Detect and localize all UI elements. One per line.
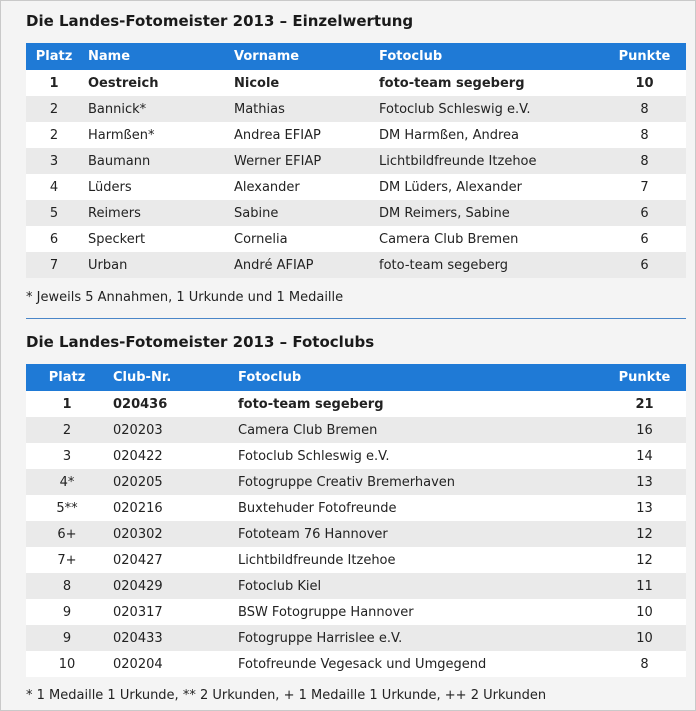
cell-fotoclub: Lichtbildfreunde Itzehoe	[233, 547, 603, 573]
cell-name: Reimers	[82, 200, 228, 226]
cell-platz: 6+	[26, 521, 108, 547]
table-row	[26, 122, 686, 148]
cell-platz: 3	[26, 148, 82, 174]
cell-name: Harmßen*	[82, 122, 228, 148]
cell-fotoclub: Fotoclub Schleswig e.V.	[233, 443, 603, 469]
cell-platz: 9	[26, 625, 108, 651]
cell-punkte: 10	[603, 70, 686, 96]
cell-punkte: 8	[603, 96, 686, 122]
cell-vorname: Alexander	[228, 174, 373, 200]
cell-platz: 5**	[26, 495, 108, 521]
cell-platz: 1	[26, 391, 108, 417]
cell-punkte: 8	[603, 122, 686, 148]
cell-fotoclub: foto-team segeberg	[233, 391, 603, 417]
table-row	[26, 174, 686, 200]
cell-name: Bannick*	[82, 96, 228, 122]
section-title-fotoclubs: Die Landes-Fotomeister 2013 – Fotoclubs	[26, 333, 375, 351]
header-club-nr: Club-Nr.	[108, 364, 233, 391]
cell-club-nr: 020317	[108, 599, 233, 625]
cell-fotoclub: Fototeam 76 Hannover	[233, 521, 603, 547]
cell-fotoclub: Fotoclub Kiel	[233, 573, 603, 599]
header-platz: Platz	[26, 43, 82, 70]
cell-fotoclub: Buxtehuder Fotofreunde	[233, 495, 603, 521]
table-row	[26, 148, 686, 174]
cell-platz: 6	[26, 226, 82, 252]
cell-platz: 2	[26, 122, 82, 148]
cell-club-nr: 020203	[108, 417, 233, 443]
cell-fotoclub: DM Lüders, Alexander	[373, 174, 603, 200]
cell-fotoclub: Camera Club Bremen	[373, 226, 603, 252]
table-row	[26, 200, 686, 226]
table-header-row	[26, 364, 686, 391]
cell-platz: 1	[26, 70, 82, 96]
cell-fotoclub: BSW Fotogruppe Hannover	[233, 599, 603, 625]
cell-vorname: Andrea EFIAP	[228, 122, 373, 148]
cell-vorname: Cornelia	[228, 226, 373, 252]
cell-punkte: 13	[603, 495, 686, 521]
cell-vorname: Mathias	[228, 96, 373, 122]
cell-punkte: 12	[603, 521, 686, 547]
cell-platz: 9	[26, 599, 108, 625]
cell-platz: 4	[26, 174, 82, 200]
table-header-row	[26, 43, 686, 70]
cell-club-nr: 020422	[108, 443, 233, 469]
table-row	[26, 417, 686, 443]
header-punkte: Punkte	[603, 43, 686, 70]
header-vorname: Vorname	[228, 43, 373, 70]
cell-punkte: 21	[603, 391, 686, 417]
cell-punkte: 10	[603, 599, 686, 625]
table-row	[26, 495, 686, 521]
cell-club-nr: 020302	[108, 521, 233, 547]
cell-punkte: 10	[603, 625, 686, 651]
table-row	[26, 625, 686, 651]
fotoclubs-table	[26, 364, 686, 677]
table-row	[26, 252, 686, 278]
cell-platz: 4*	[26, 469, 108, 495]
cell-platz: 8	[26, 573, 108, 599]
cell-platz: 2	[26, 417, 108, 443]
table-row	[26, 521, 686, 547]
cell-punkte: 11	[603, 573, 686, 599]
cell-fotoclub: Fotofreunde Vegesack und Umgegend	[233, 651, 603, 677]
cell-club-nr: 020429	[108, 573, 233, 599]
cell-platz: 3	[26, 443, 108, 469]
cell-vorname: André AFIAP	[228, 252, 373, 278]
cell-name: Speckert	[82, 226, 228, 252]
cell-fotoclub: Lichtbildfreunde Itzehoe	[373, 148, 603, 174]
cell-name: Lüders	[82, 174, 228, 200]
cell-fotoclub: Camera Club Bremen	[233, 417, 603, 443]
header-fotoclub: Fotoclub	[373, 43, 603, 70]
cell-punkte: 16	[603, 417, 686, 443]
cell-club-nr: 020427	[108, 547, 233, 573]
cell-fotoclub: DM Reimers, Sabine	[373, 200, 603, 226]
cell-club-nr: 020436	[108, 391, 233, 417]
cell-punkte: 8	[603, 148, 686, 174]
cell-club-nr: 020216	[108, 495, 233, 521]
header-name: Name	[82, 43, 228, 70]
table-row	[26, 226, 686, 252]
cell-name: Urban	[82, 252, 228, 278]
cell-fotoclub: foto-team segeberg	[373, 70, 603, 96]
cell-fotoclub: Fotogruppe Creativ Bremerhaven	[233, 469, 603, 495]
cell-platz: 7	[26, 252, 82, 278]
table-row	[26, 573, 686, 599]
table-row	[26, 70, 686, 96]
cell-fotoclub: Fotogruppe Harrislee e.V.	[233, 625, 603, 651]
header-fotoclub: Fotoclub	[233, 364, 603, 391]
cell-vorname: Sabine	[228, 200, 373, 226]
cell-club-nr: 020433	[108, 625, 233, 651]
header-platz: Platz	[26, 364, 108, 391]
section-title-einzelwertung: Die Landes-Fotomeister 2013 – Einzelwertung	[26, 12, 414, 30]
table-row	[26, 547, 686, 573]
cell-punkte: 6	[603, 252, 686, 278]
cell-punkte: 6	[603, 200, 686, 226]
cell-vorname: Werner EFIAP	[228, 148, 373, 174]
cell-club-nr: 020204	[108, 651, 233, 677]
einzelwertung-table	[26, 43, 686, 278]
cell-fotoclub: foto-team segeberg	[373, 252, 603, 278]
cell-vorname: Nicole	[228, 70, 373, 96]
cell-club-nr: 020205	[108, 469, 233, 495]
cell-punkte: 14	[603, 443, 686, 469]
cell-punkte: 8	[603, 651, 686, 677]
cell-fotoclub: DM Harmßen, Andrea	[373, 122, 603, 148]
table-row	[26, 651, 686, 677]
cell-platz: 2	[26, 96, 82, 122]
cell-punkte: 6	[603, 226, 686, 252]
cell-fotoclub: Fotoclub Schleswig e.V.	[373, 96, 603, 122]
cell-punkte: 13	[603, 469, 686, 495]
cell-platz: 5	[26, 200, 82, 226]
cell-punkte: 7	[603, 174, 686, 200]
footnote-einzelwertung: * Jeweils 5 Annahmen, 1 Urkunde und 1 Medaille	[26, 290, 344, 305]
cell-punkte: 12	[603, 547, 686, 573]
header-punkte: Punkte	[603, 364, 686, 391]
cell-platz: 10	[26, 651, 108, 677]
footnote-fotoclubs: * 1 Medaille 1 Urkunde, ** 2 Urkunden, + 1 Medaille 1 Urkunde, ++ 2 Urkunden	[26, 688, 547, 703]
table-row	[26, 391, 686, 417]
table-row	[26, 469, 686, 495]
table-row	[26, 599, 686, 625]
cell-name: Oestreich	[82, 70, 228, 96]
cell-name: Baumann	[82, 148, 228, 174]
table-row	[26, 443, 686, 469]
table-row	[26, 96, 686, 122]
section-divider	[26, 318, 686, 319]
cell-platz: 7+	[26, 547, 108, 573]
